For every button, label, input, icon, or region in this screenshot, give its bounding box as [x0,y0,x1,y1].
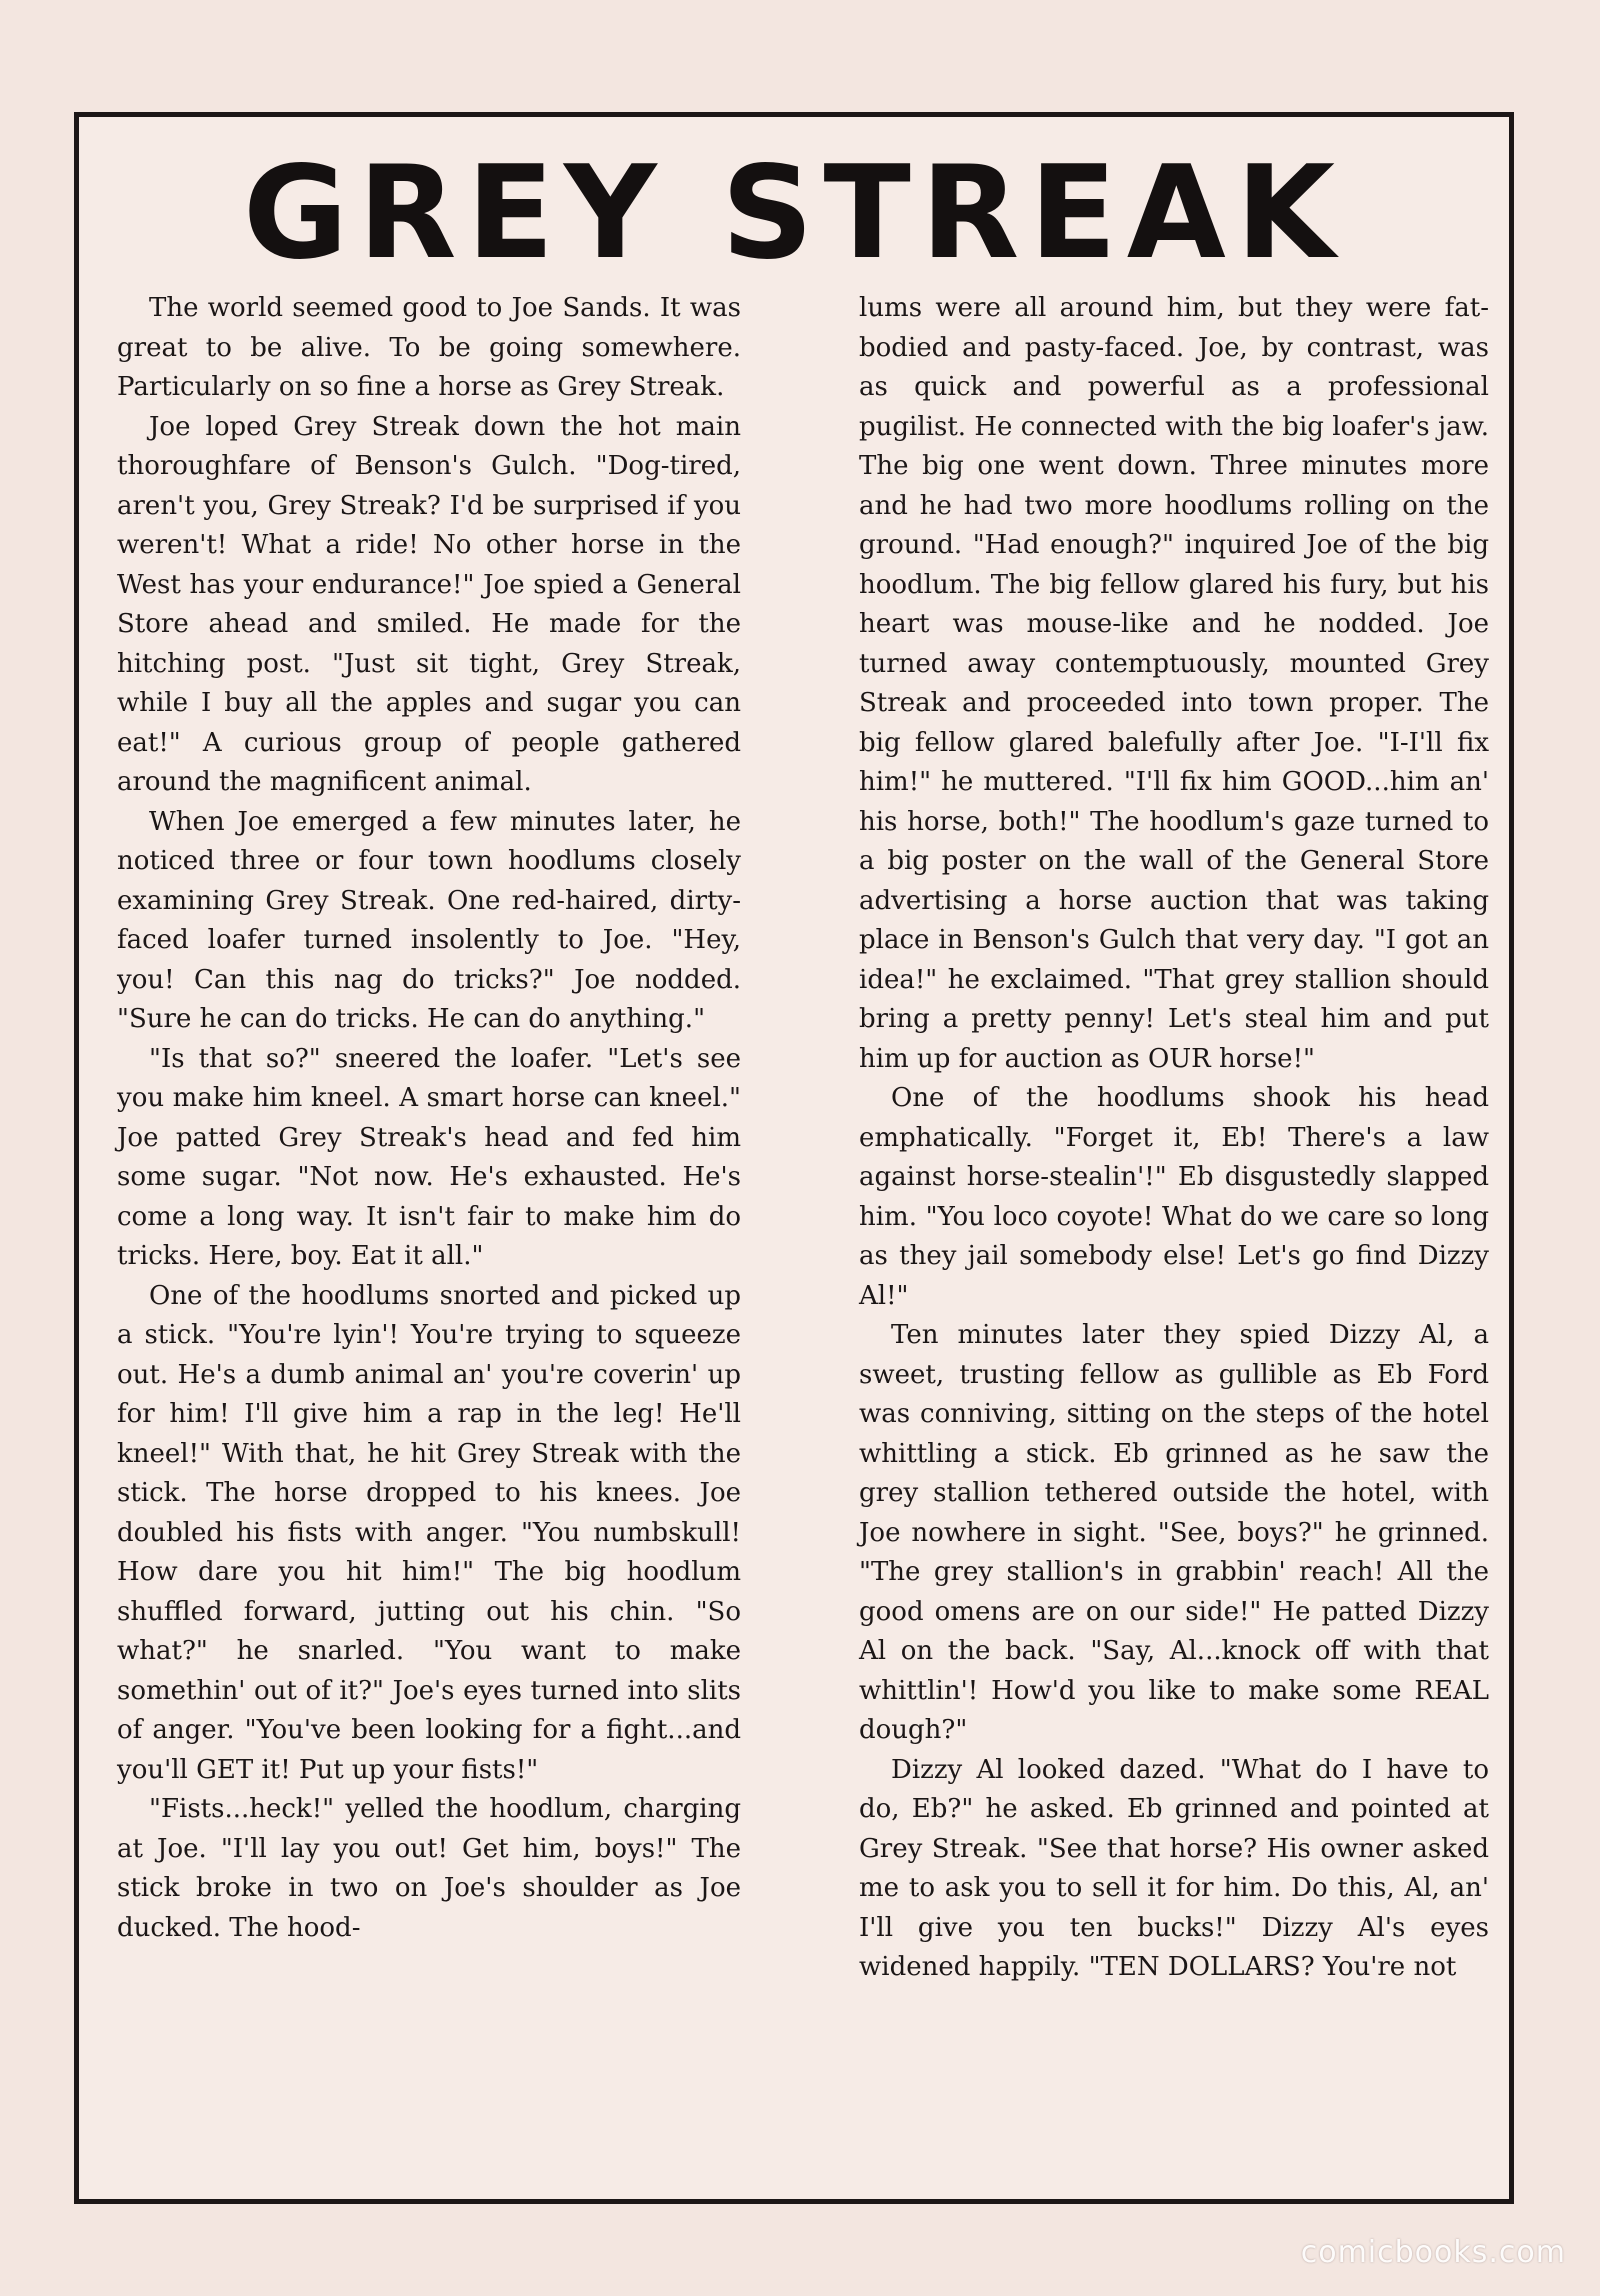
story-title: GREY STREAK [242,139,1346,288]
paragraph: Joe loped Grey Streak down the hot main thoroughfare of Benson's Gulch. "Dog-tired, aren't you, Grey Streak? I'd be surprised if you weren't! What a ride! No other horse in the West has your endurance!" Joe spied a General Store ahead and smiled. He made for the hitching post. "Just sit tight, Grey Streak, while I buy all the apples and sugar you can eat!" A curious group of people gathered around the magnificent animal. [117,411,741,797]
paragraph: Dizzy Al looked dazed. "What do I have to do, Eb?" he asked. Eb grinned and pointed at Grey Streak. "See that horse? His owner asked me to ask you to sell it for him. Do this, Al, an' I'll give you ten bucks!" Dizzy Al's eyes widened happily. "TEN DOLLARS? You're not [859,1754,1489,1982]
story-frame [74,112,1514,2204]
paragraph: lums were all around him, but they were fat-bodied and pasty-faced. Joe, by contrast, was as quick and powerful as a professional pugilist. He connected with the big loafer's jaw. The big one went down. Three minutes more and he had two more hoodlums rolling on the ground. "Had enough?" inquired Joe of the big hoodlum. The big fellow glared his fury, but his heart was mouse-like and he nodded. Joe turned away contemptuously, mounted Grey Streak and proceeded into town proper. The big fellow glared balefully after Joe. "I-I'll fix him!" he muttered. "I'll fix him GOOD...him an' his horse, both!" The hoodlum's gaze turned to a big poster on the wall of the General Store advertising a horse auction that was taking place in Benson's Gulch that very day. "I got an idea!" he exclaimed. "That grey stallion should bring a pretty penny! Let's steal him and put him up for auction as OUR horse!" [859,293,1489,1074]
paragraph: Ten minutes later they spied Dizzy Al, a sweet, trusting fellow as gullible as Eb Ford was conniving, sitting on the steps of the hotel whittling a stick. Eb grinned as he saw the grey stallion tethered outside the hotel, with Joe nowhere in sight. "See, boys?" he grinned. "The grey stallion's in grabbin' reach! All the good omens are on our side!" He patted Dizzy Al on the back. "Say, Al...knock off with that whittlin'! How'd you like to make some REAL dough?" [859,1320,1489,1745]
paragraph: One of the hoodlums shook his head emphatically. "Forget it, Eb! There's a law against horse-stealin'!" Eb disgustedly slapped him. "You loco coyote! What do we care so long as they jail somebody else! Let's go find Dizzy Al!" [859,1083,1489,1311]
paragraph: When Joe emerged a few minutes later, he noticed three or four town hoodlums closely examining Grey Streak. One red-haired, dirty-faced loafer turned insolently to Joe. "Hey, you! Can this nag do tricks?" Joe nodded. "Sure he can do tricks. He can do anything." [117,806,741,1034]
paragraph: "Fists...heck!" yelled the hoodlum, charging at Joe. "I'll lay you out! Get him, boys!" The stick broke in two on Joe's shoulder as Joe ducked. The hood- [117,1794,741,1943]
paragraph: The world seemed good to Joe Sands. It was great to be alive. To be going somewhere. Particularly on so fine a horse as Grey Streak. [117,293,741,402]
paragraph: One of the hoodlums snorted and picked up a stick. "You're lyin'! You're trying to squeeze out. He's a dumb animal an' you're coverin' up for him! I'll give him a rap in the leg! He'll kneel!" With that, he hit Grey Streak with the stick. The horse dropped to his knees. Joe doubled his fists with anger. "You numbskull! How dare you hit him!" The big hoodlum shuffled forward, jutting out his chin. "So what?" he snarled. "You want to make somethin' out of it?" Joe's eyes turned into slits of anger. "You've been looking for a fight...and you'll GET it! Put up your fists!" [117,1280,741,1785]
paragraph: "Is that so?" sneered the loafer. "Let's see you make him kneel. A smart horse can kneel." Joe patted Grey Streak's head and fed him some sugar. "Not now. He's exhausted. He's come a long way. It isn't fair to make him do tricks. Here, boy. Eat it all." [117,1043,741,1271]
right-column [859,289,1489,1988]
left-column [117,289,741,1948]
source-watermark: comicbooks.com [1300,2235,1566,2270]
